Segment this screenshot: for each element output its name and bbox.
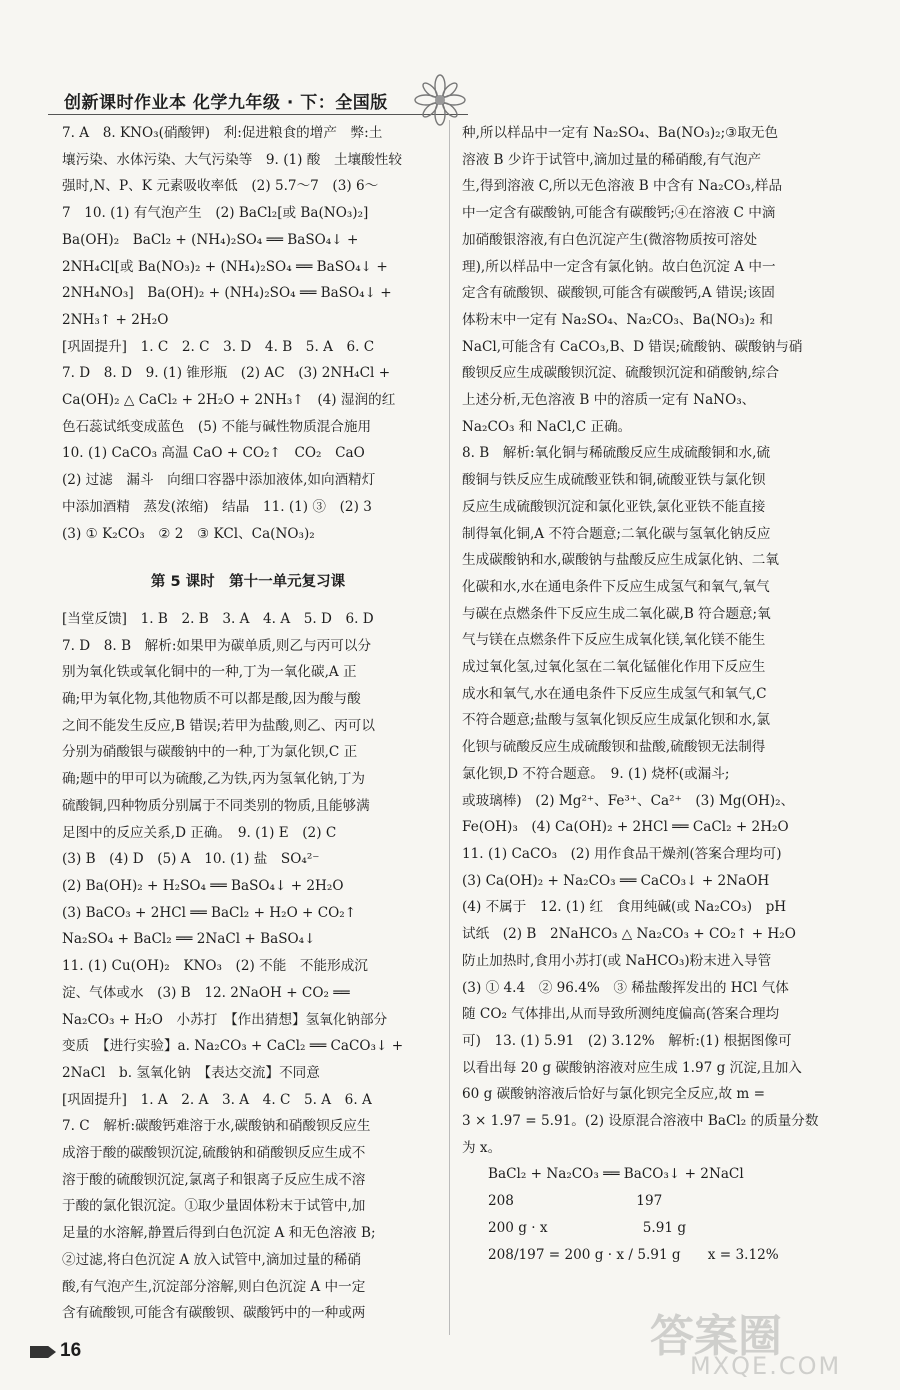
text-line: 溶于酸的硫酸钡沉淀,氯离子和银离子反应生成不溶: [62, 1171, 366, 1188]
text-line: 11. (1) CaCO₃ (2) 用作食品干燥剂(答案合理均可): [462, 845, 782, 862]
text-line: 种,所以样品中一定有 Na₂SO₄、Ba(NO₃)₂;③取无色: [462, 125, 779, 141]
text-line: 200 g · x 5.91 g: [488, 1219, 687, 1236]
text-line: 2NH₄NO₃] Ba(OH)₂ + (NH₄)₂SO₄ ══ BaSO₄↓ +: [62, 285, 392, 302]
text-line: 化碳和水,水在通电条件下反应生成氢气和氧气,氧气: [462, 578, 770, 595]
text-line: 生,得到溶液 C,所以无色溶液 B 中含有 Na₂CO₃,样品: [462, 178, 783, 195]
text-line: 酸,有气泡产生,沉淀部分溶解,则白色沉淀 A 中一定: [62, 1278, 366, 1295]
text-line: Fe(OH)₃ (4) Ca(OH)₂ + 2HCl ══ CaCl₂ + 2H₂O: [462, 819, 789, 836]
text-line: 7. D 8. D 9. (1) 锥形瓶 (2) AC (3) 2NH₄Cl +: [62, 365, 391, 382]
text-line: 7 10. (1) 有气泡产生 (2) BaCl₂[或 Ba(NO₃)₂]: [62, 205, 369, 222]
text-line: 于酸的氯化银沉淀。①取少量固体粉末于试管中,加: [62, 1198, 366, 1215]
page-header: [28, 86, 448, 116]
text-line: (4) 不属于 12. (1) 红 食用纯碱(或 Na₂CO₃) pH: [462, 899, 787, 916]
text-line: 淀、气体或水 (3) B 12. 2NaOH + CO₂ ══: [62, 984, 350, 1001]
text-line: 理),所以样品中一定含有氯化钠。故白色沉淀 A 中一: [462, 258, 776, 275]
header-title: 创新课时作业本 化学九年级 · 下：全国版: [64, 93, 388, 113]
text-line: 变质 【进行实验】a. Na₂CO₃ + CaCl₂ ══ CaCO₃↓ +: [62, 1038, 404, 1055]
text-line: [巩固提升] 1. A 2. A 3. A 4. C 5. A 6. A: [62, 1091, 372, 1108]
text-line: 7. A 8. KNO₃(硝酸钾) 利:促进粮食的增产 弊:土: [62, 125, 383, 141]
text-line: (2) Ba(OH)₂ + H₂SO₄ ══ BaSO₄↓ + 2H₂O: [62, 877, 344, 894]
text-line: ②过滤,将白色沉淀 A 放入试管中,滴加过量的稀硝: [62, 1251, 361, 1268]
page-arrow-icon: [30, 1346, 56, 1358]
text-line: 7. C 解析:碳酸钙难溶于水,碳酸钠和硝酸钡反应生: [62, 1118, 371, 1135]
text-line: 试纸 (2) B 2NaHCO₃ △ Na₂CO₃ + CO₂↑ + H₂O: [462, 926, 796, 943]
text-line: 7. D 8. B 解析:如果甲为碳单质,则乙与丙可以分: [62, 637, 372, 654]
text-line: 随 CO₂ 气体排出,从而导致所测纯度偏高(答案合理均: [462, 1006, 780, 1023]
text-line: NaCl,可能含有 CaCO₃,B、D 错误;硫酸钠、碳酸钠与硝: [462, 338, 803, 355]
text-line: 足图中的反应关系,D 正确。 9. (1) E (2) C: [62, 824, 337, 841]
column-divider: [449, 120, 450, 1335]
text-line: 2NaCl b. 氢氧化钠 【表达交流】不同意: [62, 1064, 320, 1081]
text-line: Na₂CO₃ 和 NaCl,C 正确。: [462, 418, 632, 435]
text-line: 10. (1) CaCO₃ 高温 CaO + CO₂↑ CO₂ CaO: [62, 445, 365, 462]
text-line: BaCl₂ + Na₂CO₃ ══ BaCO₃↓ + 2NaCl: [488, 1166, 744, 1183]
header-rule: [48, 114, 468, 115]
text-line: [当堂反馈] 1. B 2. B 3. A 4. A 5. D 6. D: [62, 610, 374, 627]
text-line: 3 × 1.97 = 5.91。(2) 设原混合溶液中 BaCl₂ 的质量分数: [462, 1113, 819, 1130]
text-line: (3) ① 4.4 ② 96.4% ③ 稀盐酸挥发出的 HCl 气体: [462, 979, 789, 996]
text-line: 8. B 解析:氧化铜与稀硫酸反应生成硫酸铜和水,硫: [462, 445, 771, 462]
text-line: 化钡与硫酸反应生成硫酸钡和盐酸,硫酸钡无法制得: [462, 739, 766, 756]
right-text-block: [462, 120, 840, 1161]
text-line: 氯化钡,D 不符合题意。 9. (1) 烧杯(或漏斗;: [462, 765, 730, 782]
text-line: 2NH₄Cl[或 Ba(NO₃)₂ + (NH₄)₂SO₄ ══ BaSO₄↓ +: [62, 258, 388, 275]
text-line: 成溶于酸的碳酸钡沉淀,硫酸钠和硝酸钡反应生成不: [62, 1145, 366, 1162]
text-line: (3) ① K₂CO₃ ② 2 ③ KCl、Ca(NO₃)₂: [62, 525, 315, 542]
text-line: 之间不能发生反应,B 错误;若甲为盐酸,则乙、丙可以: [62, 717, 375, 734]
text-line: 酸铜与铁反应生成硫酸亚铁和铜,硫酸亚铁与氯化钡: [462, 472, 766, 489]
text-line: 制得氧化铜,A 不符合题意;二氧化碳与氢氧化钠反应: [462, 525, 771, 542]
watermark-text: 答案圈: [650, 1311, 782, 1362]
text-line: 208 197: [488, 1193, 663, 1210]
page-number-text: 16: [60, 1340, 82, 1361]
text-line: 成水和氧气,水在通电条件下反应生成氢气和氧气,C: [462, 685, 767, 702]
text-line: 60 g 碳酸钠溶液后恰好与氯化钡完全反应,故 m =: [462, 1086, 765, 1103]
text-line: 强时,N、P、K 元素吸收率低 (2) 5.7～7 (3) 6～: [62, 178, 379, 195]
text-line: 确;题中的甲可以为硫酸,乙为铁,丙为氢氧化钠,丁为: [62, 771, 366, 788]
text-line: (3) B (4) D (5) A 10. (1) 盐 SO₄²⁻: [62, 851, 320, 868]
text-line: 色石蕊试纸变成蓝色 (5) 不能与碱性物质混合施用: [62, 418, 372, 435]
text-line: 与碳在点燃条件下反应生成二氧化碳,B 符合题意;氧: [462, 605, 771, 622]
text-line: 中添加酒精 蒸发(浓缩) 结晶 11. (1) ③ (2) 3: [62, 498, 372, 515]
text-line: 酸钡反应生成碳酸钡沉淀、硫酸钡沉淀和硝酸钠,综合: [462, 365, 779, 382]
text-line: 2NH₃↑ + 2H₂O: [62, 311, 169, 328]
text-line: (3) BaCO₃ + 2HCl ══ BaCl₂ + H₂O + CO₂↑: [62, 904, 357, 921]
text-line: [巩固提升] 1. C 2. C 3. D 4. B 5. A 6. C: [62, 338, 375, 355]
text-line: 体粉末中一定有 Na₂SO₄、Na₂CO₃、Ba(NO₃)₂ 和: [462, 311, 774, 328]
watermark: [650, 1300, 890, 1390]
text-line: 反应生成硫酸钡沉淀和氯化亚铁,氯化亚铁不能直接: [462, 498, 766, 515]
left-bottom-block: [62, 606, 434, 1327]
text-line: 定含有硫酸钡、碳酸钡,可能含有碳酸钙,A 错误;该固: [462, 285, 775, 302]
text-line: Ca(OH)₂ △ CaCl₂ + 2H₂O + 2NH₃↑ (4) 湿润的红: [62, 392, 396, 409]
text-line: 分别为硝酸银与碳酸钠中的一种,丁为氯化钡,C 正: [62, 744, 358, 761]
section-title: 第 5 课时 第十一单元复习课: [150, 574, 346, 591]
text-line: 溶液 B 少许于试管中,滴加过量的稀硝酸,有气泡产: [462, 151, 762, 168]
text-line: 可) 13. (1) 5.91 (2) 3.12% 解析:(1) 根据图像可: [462, 1032, 792, 1049]
text-line: 足量的水溶解,静置后得到白色沉淀 A 和无色溶液 B;: [62, 1225, 376, 1242]
text-line: 加硝酸银溶液,有白色沉淀产生(微溶物质按可溶处: [462, 231, 758, 248]
text-line: (2) 过滤 漏斗 向细口容器中添加液体,如向酒精灯: [62, 472, 376, 489]
text-line: 以看出每 20 g 碳酸钠溶液对应生成 1.97 g 沉淀,且加入: [462, 1059, 802, 1076]
text-line: 11. (1) Cu(OH)₂ KNO₃ (2) 不能 不能形成沉: [62, 958, 368, 975]
left-top-block: [62, 120, 434, 547]
page-number: [30, 1340, 90, 1364]
left-column: [62, 120, 434, 1327]
text-line: Na₂CO₃ + H₂O 小苏打 【作出猜想】氢氧化钠部分: [62, 1011, 388, 1028]
text-line: 壤污染、水体污染、大气污染等 9. (1) 酸 土壤酸性较: [62, 151, 402, 168]
text-line: Ba(OH)₂ BaCl₂ + (NH₄)₂SO₄ ══ BaSO₄↓ +: [62, 231, 359, 248]
text-line: 气与镁在点燃条件下反应生成氧化镁,氧化镁不能生: [462, 632, 766, 649]
text-line: 硫酸铜,四种物质分别属于不同类别的物质,且能够满: [62, 797, 370, 814]
text-line: 中一定含有碳酸钠,可能含有碳酸钙;④在溶液 C 中滴: [462, 205, 776, 222]
right-column: [462, 120, 840, 1268]
text-line: 不符合题意;盐酸与氢氧化钡反应生成氯化钡和水,氯: [462, 712, 770, 729]
text-line: 成过氧化氢,过氧化氢在二氧化锰催化作用下反应生: [462, 659, 766, 676]
text-line: 防止加热时,食用小苏打(或 NaHCO₃)粉末进入导管: [462, 952, 772, 969]
text-line: 或玻璃棒) (2) Mg²⁺、Fe³⁺、Ca²⁺ (3) Mg(OH)₂、: [462, 792, 795, 809]
text-line: 上述分析,无色溶液 B 中的溶质一定有 NaNO₃、: [462, 392, 756, 409]
text-line: 确;甲为氧化物,其他物质不可以都是酸,因为酸与酸: [62, 691, 361, 708]
calculation-block: [488, 1161, 840, 1268]
text-line: (3) Ca(OH)₂ + Na₂CO₃ ══ CaCO₃↓ + 2NaOH: [462, 872, 770, 889]
watermark-url: MXQE.COM: [690, 1352, 842, 1380]
text-line: 含有硫酸钡,可能含有碳酸钡、碳酸钙中的一种或两: [62, 1305, 366, 1322]
text-line: 为 x。: [462, 1139, 502, 1156]
text-line: 生成碳酸钠和水,碳酸钠与盐酸反应生成氯化钠、二氧: [462, 552, 779, 569]
text-line: 208/197 = 200 g · x / 5.91 g x = 3.12%: [488, 1246, 779, 1263]
text-line: 别为氧化铁或氧化铜中的一种,丁为一氧化碳,A 正: [62, 664, 357, 681]
text-line: Na₂SO₄ + BaCl₂ ══ 2NaCl + BaSO₄↓: [62, 931, 316, 948]
